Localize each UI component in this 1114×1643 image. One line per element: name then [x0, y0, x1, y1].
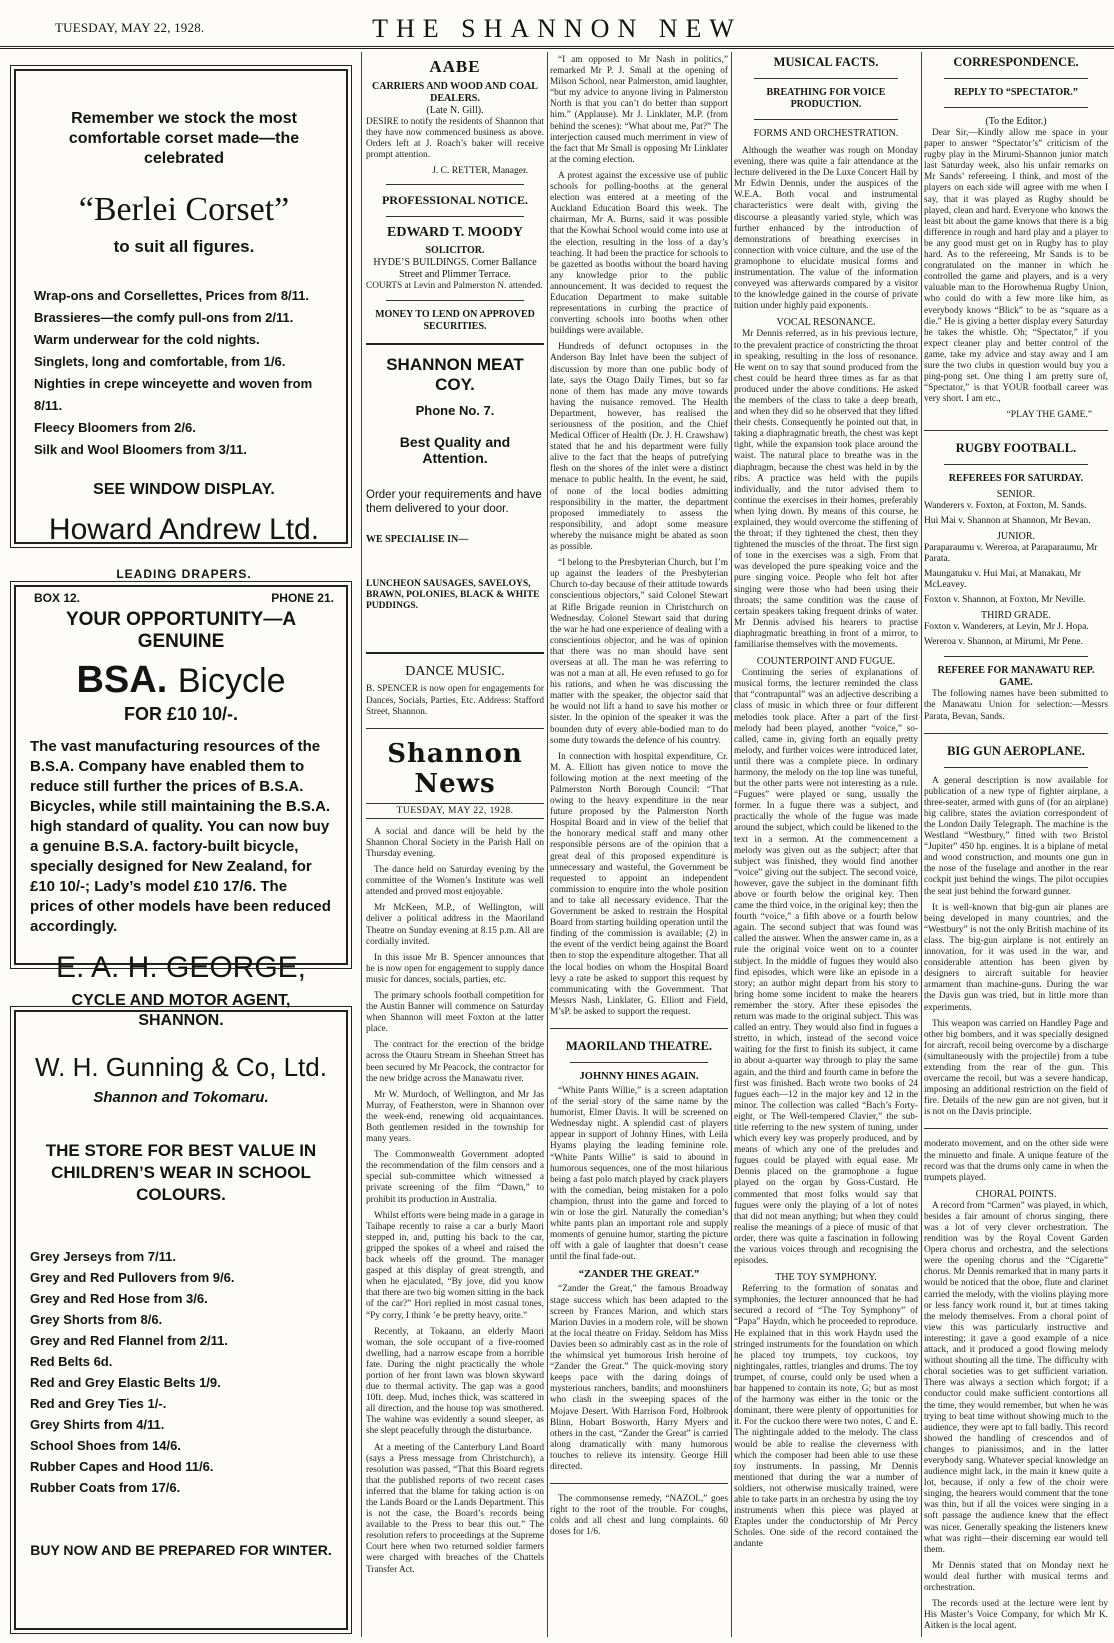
zander-heading: “ZANDER THE GREAT.” [578, 1269, 700, 1281]
divider [366, 728, 544, 729]
list-item: Warm underwear for the cold nights. [34, 332, 260, 347]
news-paragraph: The contract for the erection of the bridge across the Otauru Stream in Sheehan Street has been secured by Mr Peacock, the contractor for the new bridge across the Manawatu river. [366, 1040, 544, 1084]
news-paragraph: The Commonwealth Government adopted the recommendation of the film censors and a special sub-committee which witnessed a private screening of the film “Dawn,” to prohibit its production in Australia. [366, 1150, 544, 1205]
dance-music-body: B. SPENCER is now open for engagements for Dances, Socials, Parties, Etc. Address: Stafford Street, Shannon. [366, 684, 544, 717]
news-paragraph: “I am opposed to Mr Nash in politics,” remarked Mr P. J. Small at the opening of Milson School, near Palmerston, amid laughter, “but my advice to anyone living in Palmerston North is that you can’t do better than support him.” (Applause). Mr J. Linklater, M.P. (from behind the scenes): “What about me, Pat?” The interjection caused much merriment in view of the fact that Mr Small is opposing Mr Linklater at the coming election. [550, 55, 728, 165]
agent-name: E. A. H. GEORGE, [55, 951, 307, 984]
article-paragraph: Although the weather was rough on Monday evening, there was quite a fair attendance at the lecture delivered in the De Luxe Concert Hall by Mr Edwin Dennis, under the auspices of the W.E.A. Both vocal and instrumental characteristics were dealt with, giving the discourse a pleasantly varied style, which was further enhanced by the introduction of demonstrations of breathing exercises in connection with voice culture, and the use of the gramophone to elucidate musical forms and instrumentation. The value of the information conveyed was afterwards compared by a visitor to the knowledge gained in the course of private tuition under highly paid exponents. [734, 146, 918, 312]
news-paragraph: “I belong to the Presbyterian Church, but I’m up against the leaders of the Presbyterian Church to-day because of their attitude towards conscientious objectors,” said Colonel Stewart at Rifle Brigade reunion in Christchurch on Wednesday. Colonel Stewart said that during the war he had one experience of dealing with a conscientious objector, and he was of opinion that there was no man should have sent overseas at all. The man he was referring to was not a man at all. He even refused to go for his rations, and when he was discussing the matter with the speaker, the objector said that he would not lift a hand to save his mother or sister. In the opinion of the speaker it was the bounden duty of every able-bodied man to do some duty towards the defence of his country. [550, 558, 728, 746]
corset-price-list [34, 285, 334, 461]
rep-referee-body: The following names have been submitted to the Manawatu Union for selection:—Messrs Parata, Bevan, Sands. [924, 689, 1108, 722]
article-paragraph: The records used at the lecture were lent by His Master’s Voice Company, for which Mr K. Aitken is the local agent. [924, 1599, 1108, 1632]
rep-referee-heading: REFEREE FOR MANAWATU REP. GAME. [937, 665, 1095, 689]
bsa-product: Bicycle [177, 662, 286, 700]
aabe-signature: J. C. RETTER, Manager. [432, 166, 528, 177]
section-heading: VOCAL RESONANCE. [776, 317, 876, 329]
buy-now-slogan: BUY NOW AND BE PREPARED FOR WINTER. [30, 1542, 332, 1558]
letter-signature: “PLAY THE GAME.” [1006, 410, 1092, 421]
news-paragraph: A protest against the excessive use of public schools for polling-booths at the general election was entered at a meeting of the Auckland Education Board this week. The chairman, Mr A. Burns, said it was possible that the Kowhai School would come into use at the election, resulting in the loss of a day’s teaching. It had been the practice for schools to be gazetted as booths without the board having any knowledge prior to the public announcement. It was decided to request the Education Department to make suitable representations in curbing the practice of converting schools into booths when other buildings were available. [550, 170, 728, 337]
list-item: Grey Shirts from 4/11. [30, 1417, 165, 1432]
bsa-body: The vast manufacturing resources of the B.S.A. Company have enabled them to reduce still further the prices of B.S.A. Bicycles, while still maintaining the B.S.A. high standard of quality. You can now buy a genuine B.S.A. factory-built bicycle, specially designed for New Zealand, for £10 10/-; Lady’s model £10 17/6. The prices of other models have been reduced accordingly. [30, 738, 331, 935]
column-divider [921, 52, 922, 1637]
divider [386, 216, 524, 217]
store-slogan: THE STORE FOR BEST VALUE IN CHILDREN’S WEAR IN SCHOOL COLOURS. [45, 1141, 317, 1204]
gunning-advert [14, 1010, 348, 1630]
rugby-heading: RUGBY FOOTBALL. [955, 441, 1077, 456]
divider [386, 184, 524, 185]
agent-town: SHANNON. [138, 1012, 224, 1029]
meat-phone: Phone No. 7. [415, 403, 495, 419]
fixture-line: Hui Mai v. Shannon at Shannon, Mr Bevan. [924, 516, 1091, 527]
referees-heading: REFEREES FOR SATURDAY. [948, 473, 1084, 485]
grade-heading: JUNIOR. [996, 531, 1036, 543]
solicitor-address: HYDE’S BUILDINGS. Corner Ballance Street and Plimmer Terrace. [373, 257, 537, 281]
aeroplane-heading: BIG GUN AEROPLANE. [947, 743, 1085, 758]
news-paragraph: Mr W. Murdoch, of Wellington, and Mr Jas Murray, of Featherston, were in Shannon over the week-end, renewing old acquaintances. Both gentlemen resided in the township for many years. [366, 1089, 544, 1145]
article-paragraph: Referring to the formation of sonatas and symphonies, the lecturer announced that he had secured a record of “The Toy Symphony” of “Papa” Haydn, which he proceeded to reproduce. He explained that in this work Haydn used the stringed instruments for the foundation on which he placed toy trumpets, toy cuckoos, toy nightingales, rattles, triangles and drums. The toy trumpet, of course, could only be used when a bar happened to contain its note, G; but as most of the harmony was either in the tonic or the dominant, there were plenty of opportunities for it. For the cuckoo there were two notes, C and E. The nightingale added to the melody. The class would be able to realise the cleverness with which the composer had been able to use these toy instruments. In passing, Mr Dennis mentioned that during the war a number of soldiers, not otherwise musically trained, were able to take parts in an orchestra by using the toy instruments when this piece was played at Etaples under the conductorship of Mr Percy Scholes. One side of the record contained the andante [734, 1284, 918, 1550]
article-paragraph: A record from “Carmen” was played, in which, besides a fair amount of chorus singing, there was a lot of very clever orchestration. The rendition was by the Royal Covent Garden Opera chorus and orchestra, and the selections were the opening chorus and the “Cigarette” chorus. Mr Dennis remarked that in many parts it would be noticed that the oboe, flute and clarinet carried the melody, with the violins playing more or less fancy work round it, but at times taking the melody themselves. From a choral point of view this was particularly instructive and interesting; it gave a good example of a nice attack, and it produced a good flowing melody without shouting all the time. The difficulty with choral societies was to get sufficient variation. There was always a section which forgot; if a conductor could make sufficient contortions all the time, they would remember, but when he was trying to beat time without showing much to the audience, they were apt to fall badly. This record showed the handling of crescendos and of changes to pianissimos, and in the latter everybody sang. Whatever special knowledge an audience might lack, in the main it knew quite a lot, because, if only a few of the choir were singing, the hearers would comment that the tone was thin, but if all the voices were singing in a soft passage the audience knew that the effect was nicer. Generally speaking the listeners knew what was right—their discerning ear would tell them. [924, 1200, 1108, 1555]
reply-heading: REPLY TO “SPECTATOR.” [954, 87, 1078, 98]
divider [924, 1128, 1108, 1129]
money-to-lend: MONEY TO LEND ON APPROVED SECURITIES. [375, 309, 535, 333]
divider [944, 767, 1088, 768]
column-5 [924, 55, 1108, 1640]
section-heading: COUNTERPOINT AND FUGUE. [756, 656, 896, 668]
news-paragraph: In this issue Mr B. Spencer announces that he is now open for engagement to supply dance music for dances, socials, parties, etc. [366, 952, 544, 985]
news-paragraph: A social and dance will be held by the Shannon Choral Society in the Parish Hall on Thursday evening. [366, 826, 544, 859]
masthead [0, 0, 1114, 47]
article-paragraph: It is well-known that big-gun air planes are being developed in many countries, and the “Westbury” is not the only British machine of its class. The big-gun airplane is not entirely an innovation, for it was used in the war, and considerable attention has been given by designers to aircraft suitable for heavier armament than machine-guns. During the war the Davis gun was tried, but in little more than experiments. [924, 902, 1108, 1013]
firm-towns: Shannon and Tokomaru. [93, 1089, 269, 1106]
column-2 [366, 55, 544, 1640]
aabe-subheading: CARRIERS AND WOOD AND COAL DEALERS. [372, 81, 538, 104]
grade-heading: THIRD GRADE. [981, 610, 1051, 622]
phone-number: PHONE 21. [271, 591, 334, 605]
article-paragraph: Continuing the series of explanations of musical forms, the lecturer reminded the class that “contrapuntal” was an adjective describing a class of music in which three or four different melodies took place. After a part of the first melody had been played, another “voice,” so-called, came in, giving forth an equally pretty melody, and further voices were introduced later, until there was a complete piece. In ordinary harmony, the melody on the top line was tuneful, but the other parts were not interesting as a rule. “Fugues” were played or sung, usually the former. In a fugue there was a subject, and practically the whole of the fugue was made around the subject, which could be likened to the text in a sermon. At the commencement a melody was given out as the subject; after that subject was finished, they would find another “voice” giving out the subject. The second voice, however, gave the subject in the dominant fifth above or fourth below the original key. Then came the third voice, in the original key; then the fourth “voice,” a fifth above or a fourth below again. The second subject that was found was called the answer. When the answer came in, as a rule the original voice went on to a counter subject. In the middle of fugues they would also find episodes, which were like an episode in a story; an author might depart from his story to bring home some incident to make the hearers remember the story. After these episodes the return was made to the original subject. This was called an entry. They would also find in fugues a stretto, in which, instead of the second voice waiting for the first to finish its subject, it came in about a-quarter way through to play the same again, and the third and fourth came in before the first was finished. Bach wrote two books of 24 fugues each—12 in the major key and 12 in the minor. The collection was called “Bach’s Forty-eight, or The Well-tempered Clavier,” the sub-title referring to the new system of tuning, under which every key was properly produced, and by means of which any one of the preludes and fugues could be played with equal ease. Mr Dennis placed on the gramophone a fugue played on the organ by Goss-Custard. He commented that most folks would say that fugues were only the playing of a lot of notes that did not mean anything; but when they could realise the meanings of a piece of music of that order, there was quite a fascination in following the various voices through and recognising the episodes. [734, 668, 918, 1267]
paper-nameplate: Shannon News [387, 738, 523, 799]
divider [366, 343, 544, 345]
list-item: Red and Grey Ties 1/-. [30, 1396, 167, 1411]
fixture-line: Wereroa v. Shannon, at Mirumi, Mr Pene. [924, 637, 1084, 648]
list-item: Rubber Coats from 17/6. [30, 1480, 181, 1495]
letter-body: Dear Sir,—Kindly allow me space in your paper to answer “Spectator’s” criticism of the rugby play in the Mirumi-Shannon junior match last Saturday week, also his unfair remarks on Mr Sands’ refereeing. I think, and most of the players on each side will agree with me when I say, that it was played as Rugby should be played, clean and hard. Everyone who knows the least bit about the game knows that there is a big difference in rough and hard play and a player to be any good must get on in Rugby has to play hard. As to the refereeing, Mr Sands is to be congratulated on the manner in which he controlled the game and players, and is a very valuable man to the Horowhenua Rugby Union, who could do with a few more like him, as everybody knows “Blick” to be as “square as a die.” He is giving a better display every Saturday he takes the whistle. Oh; “Spectator,” if you expect cleaner play and better control of the game, take my advice and stay away and I am sure the two clubs in question would buy you a ping-pong set. One thing I am pretty sure of, “Spectator,” is that YOUR football career was very short. I am etc., [924, 128, 1108, 405]
corset-advert [14, 69, 348, 605]
article-paragraph: moderato movement, and on the other side were the minuetto and finale. A unique feature of the record was that the drums only came in when the trumpets played. [924, 1139, 1108, 1183]
meat-company-title: SHANNON MEAT COY. [386, 355, 524, 395]
list-item: School Shoes from 14/6. [30, 1438, 181, 1453]
musical-facts-heading: MUSICAL FACTS. [773, 55, 879, 69]
aabe-body: DESIRE to notify the residents of Shannon that they have now commenced business as above. Orders left at J. Roach’s baker will receive prompt attention. [366, 117, 544, 161]
list-item: Grey Jerseys from 7/11. [30, 1249, 176, 1264]
list-item: Grey Shorts from 8/6. [30, 1312, 163, 1327]
list-item: Grey and Red Hose from 3/6. [30, 1291, 208, 1306]
list-item: Fleecy Bloomers from 2/6. [34, 420, 196, 435]
fixture-line: Paraparaumu v. Wereroa, at Paraparaumu, Mr Parata. [924, 543, 1098, 565]
list-item: Nighties in crepe winceyette and woven from 8/11. [34, 376, 313, 413]
newspaper-title: THE SHANNON NEW [372, 14, 742, 43]
news-paragraph: The primary schools football competition for the Austin Banner will commence on Saturday when Shannon will meet Foxton at the latter place. [366, 990, 544, 1035]
news-paragraph: Mr McKeen, M.P., of Wellington, will deliver a political address in the Maoriland Theatre on Sunday evening at 8.15 p.m. All are cordially invited. [366, 903, 544, 947]
article-paragraph: Mr Dennis stated that on Monday next he would deal further with musical terms and orchestration. [924, 1560, 1108, 1593]
divider [944, 656, 1088, 657]
solicitor-courts: COURTS at Levin and Palmerston N. attended. [366, 281, 543, 292]
column-divider [547, 52, 548, 1637]
fixture-line: Wanderers v. Foxton, at Foxton, M. Sands. [924, 501, 1087, 512]
aabe-late: (Late N. Gill). [426, 105, 484, 116]
divider [924, 430, 1108, 431]
corset-lead: Remember we stock the most comfortable corset made—the celebrated [68, 110, 300, 167]
divider [570, 1062, 708, 1063]
window-display-note: SEE WINDOW DISPLAY. [93, 481, 275, 498]
meat-order: Order your requirements and have them delivered to your door. [366, 489, 542, 516]
meat-specialise: WE SPECIALISE IN— [366, 534, 469, 546]
list-item: Red and Grey Elastic Belts 1/9. [30, 1375, 221, 1390]
fixture-line: Foxton v. Wanderers, at Levin, Mr J. Hopa. [924, 622, 1089, 633]
corset-tagline: to suit all figures. [113, 237, 255, 256]
divider [386, 300, 524, 301]
section-heading: CHORAL POINTS. [975, 1188, 1057, 1200]
firm-name: Howard Andrew Ltd. [48, 513, 320, 546]
to-editor: (To the Editor.) [985, 116, 1047, 127]
list-item: Silk and Wool Bloomers from 3/11. [34, 442, 247, 457]
column-divider [361, 52, 362, 1637]
theatre-paragraph: “White Pants Willie,” is a screen adaptation of the serial story of the same name by the humorist, Elmer Davis. It will be screened on Wednesday night. A splendid cast of players appear in support of Johnny Hines, with Leila Hyams playing the leading feminine role. “White Pants Willie” is said to abound in humorous sequences, one of the most hilarious being a fast polo match played by crack players with the comedian, being mistaken for a polo champion, thrust into the game and forced to win or lose the girl. Naturally the comedian’s white pants plan an important role and supply moments of genuine humor, starting the picture off with a gale of laughter that doesn’t cease until the final fade-out. [550, 1085, 728, 1263]
nazol-notice: The commonsense remedy, “NAZOL,” goes right to the root of the trouble. For coughs, colds and all chest and lung complaints. 60 doses for 1/6. [550, 1494, 728, 1538]
firm-name: W. H. Gunning & Co, Ltd. [35, 1052, 327, 1082]
list-item: Grey and Red Pullovers from 9/6. [30, 1270, 235, 1285]
bsa-headline: YOUR OPPORTUNITY—A GENUINE [65, 609, 297, 652]
forms-subheading: FORMS AND ORCHESTRATION. [753, 128, 899, 139]
divider [754, 78, 898, 79]
news-paragraph: Hundreds of defunct octopuses in the Anderson Bay Inlet have been the subject of discussion by more than one public body of late, says the Otago Daily Times, but so far none of them has made any move towards having the nuisance removed. The Health Department, however, has realised the seriousness of the position, and the Chief Medical Officer of Health (Dr. J. H. Crawshaw) stated that he and his department were fully alive to the fact that the heaps of putrefying flesh on the shores of the inlet were a distinct menace to public health. In the event, he said, of none of the local bodies admitting responsibility in the matter, the department proposed immediately to assess the responsibility, and adopt some measure whereby the nuisance might be abated as soon as possible. [550, 342, 728, 553]
po-box: BOX 12. [34, 591, 81, 605]
issue-date: TUESDAY, MAY 22, 1928. [55, 20, 205, 35]
advert-column [6, 55, 358, 1640]
fixture-line: Foxton v. Shannon, at Foxton, Mr Neville. [924, 595, 1086, 606]
column-3 [550, 55, 728, 1640]
divider [944, 78, 1088, 79]
bsa-brand-name: BSA. [76, 659, 168, 701]
divider [550, 1028, 728, 1029]
professional-notice-heading: PROFESSIONAL NOTICE. [381, 193, 529, 208]
column-4 [734, 55, 918, 1640]
list-item: Red Belts 6d. [30, 1354, 113, 1369]
divider [944, 464, 1088, 465]
correspondence-heading: CORRESPONDENCE. [953, 55, 1079, 69]
news-paragraph: The dance held on Saturday evening by the committee of the Women’s Institute was well attended and proved most enjoyable. [366, 865, 544, 898]
article-paragraph: This weapon was carried on Handley Page and other big bombers, and it was specially designed for aircraft, recoil being overcome by a discharge (simultaneously with the projectile) from a tube extending from the rear of the gun. This overcame the recoil, but was a severe handicap, imposing an additional restriction on the field of fire. Details of the new gun are not given, but it is not on the Davis principle. [924, 1018, 1108, 1118]
theatre-heading: MAORILAND THEATRE. [565, 1038, 713, 1053]
meat-products: LUNCHEON SAUSAGES, SAVELOYS, BRAWN, POLONIES, BLACK & WHITE PUDDINGS. [366, 579, 540, 612]
firm-descriptor: LEADING DRAPERS. [116, 567, 252, 581]
divider [550, 1483, 728, 1484]
aabe-heading: AABE [429, 57, 481, 76]
theatre-paragraph: “Zander the Great,” the famous Broadway stage success which has been adapted to the screen by Frances Marion, and which stars Marion Davies in a modern role, will be shown at the local theatre on Friday. Seldom has Miss Davies been so admirably cast as in the role of the whimsical yet humorous Irish heroine of “Zander the Great.” The quick-moving story keeps pace with the daring doings of mysterious ranchers, bandits, and moonshiners who clash in the sweeping spaces of the Mojave Desert. With Harrison Ford, Holbrook Blinn, Hobart Bosworth, Harry Myers and others in the cast, “Zander the Great” is carried along dramatically with many humorous touches to relieve its intensity. George Hill directed. [550, 1284, 728, 1472]
section-heading: THE TOY SYMPHONY. [775, 1272, 877, 1284]
column-divider [731, 52, 732, 1637]
divider [924, 733, 1108, 734]
meat-quality: Best Quality and Attention. [399, 434, 511, 467]
corset-brand: “Berlei Corset” [78, 191, 290, 228]
musical-facts-subheading: BREATHING FOR VOICE PRODUCTION. [766, 87, 886, 110]
dance-music-heading: DANCE MUSIC. [405, 664, 505, 680]
article-paragraph: A general description is now available for publication of a new type of fighter airplane, a three-seater, armed with guns of (for an airplane) big calibre, states the aviation correspondent of the London Daily Telegraph. The machine is the Westland “Westbury,” fitted with two Bristol “Jupiter” 450 hp. engines. It is a biplane of metal and wood construction, and mounts one gun in the nose of the fuselage and another in the rear cockpit just behind the wings. The pilot occupies the seat just behind the forward gunner. [924, 775, 1108, 897]
solicitor-title: SOLICITOR. [425, 245, 485, 257]
solicitor-name: EDWARD T. MOODY [387, 225, 523, 241]
masthead-rule [0, 48, 1114, 49]
divider [754, 119, 898, 120]
grade-heading: SENIOR. [996, 489, 1036, 501]
list-item: Brassieres—the comfy pull-ons from 2/11. [34, 310, 294, 325]
bsa-brand [30, 659, 332, 702]
list-item: Grey and Red Flannel from 2/11. [30, 1333, 228, 1348]
theatre-subheading: JOHNNY HINES AGAIN. [579, 1070, 699, 1082]
list-item: Wrap-ons and Corsellettes, Prices from 8/11. [34, 288, 310, 303]
agent-title: CYCLE AND MOTOR AGENT, [71, 992, 291, 1009]
bsa-price: FOR £10 10/-. [123, 704, 239, 724]
news-paragraph: In connection with hospital expenditure, Cr. M. A. Elliott has given notice to move the following motion at the next meeting of the Palmerston North Borough Council: “That owing to the heavy expenditure in the near future proposed by the Palmerston North Hospital Board and in view of the belief that the honorary medical staff and many other responsible persons are of the opinion that a great deal of this proposed expenditure is unnecessary and wasteful, the Government be requested to appoint an independent commission to enquire into the whole position and to take all necessary evidence. That the Government be asked to restrain the Hospital Board from starting building operation until the finding of the commission is available; (2) in the event of the verdict being against the Board then to stop the expenditure altogether. That all the local bodies on whom the Hospital Board levy a rate be asked to support this request by communicating with the Government. That Messrs Nash, Linklater, G. Elliott and Field, M’sP. be asked to support the request. [550, 751, 728, 1017]
list-item: Rubber Capes and Hood 11/6. [30, 1459, 214, 1474]
school-wear-price-list [30, 1246, 332, 1498]
article-paragraph: Mr Dennis referred, as in his previous lecture, to the prevalent practice of constricting the throat in speaking, resulting in the loss of resonance. He went on to say that sound produced from the chest could be heard three times as far as that produced under the above conditions. He asked the members of the class to take a deep breath, and when they did so he observed that they lifted their chests. Consequently he pointed out that, in taking a diaphragmatic breath, the chest was kept tight, while the expansion took place around the waist. The natural place to breathe was in the diaphragm, because the chest was held in by the ribs. A practice was held with the pupils individually, and the tutor advised them to continue the exercises in their homes, preferably when lying down. By means of this course, he explained, they would overcome the stiffening of the throat; if they tightened the chest, then they tightened the muscles of the throat. The first sign of tone in the exercises was a sigh. From that was developed the pure speaking voice and the pure singing voice. People who felt hot after singing were those who had been using their throats; the same condition was the cause of certain speakers taking frequent drinks of water. Mr Dennis advised his hearers to practise diaphragmatic breathing in front of a mirror, to familiarise themselves with the movements. [734, 329, 918, 651]
news-paragraph: At a meeting of the Canterbury Land Board (says a Press message from Christchurch), a resolution was passed, “That this Board regrets that the published reports of two recent cases inferred that the blame for taking action is on the Lands Board or the Lands Department. This is not the case, the Board’s records being available to the Press to bear this out.” The resolution refers to proceedings at the Supreme Court here when two returned soldier farmers were charged with breaches of the Chattels Transfer Act. [366, 1442, 544, 1575]
news-paragraph: Whilst efforts were being made in a garage in Taihape recently to raise a car a burly Maori stepped in, and, putting his back to the car, gripped the spokes of a wheel and raised the back wheels off the ground. The manager gasped at this display of great strength, and when he ejaculated, “By jove, did you know that there are two big women sitting in the back of the car?” Hori replied in most casual tones, “Py corry, I think ’e be pretty heavy, orite.” [366, 1210, 544, 1321]
fixture-line: Maungatuku v. Hui Mai, at Manakau, Mr McLeavey. [924, 569, 1081, 591]
list-item: Singlets, long and comfortable, from 1/6. [34, 354, 286, 369]
divider [366, 652, 544, 654]
news-paragraph: Recently, at Tokaanu, an elderly Maori woman, the sole occupant of a five-roomed dwelling, had a narrow escape from a horrible fate. During the night practically the whole portion of her front lawn was blown skyward due to thermal activity. The gap was a good 10ft. deep. Mud, inches thick, was scattered in all direction, and the house top was smothered. The wahine was evidently a sound sleeper, as she slept peacefully through the disturbance. [366, 1326, 544, 1437]
divider [944, 107, 1088, 108]
paper-dateline: TUESDAY, MAY 22, 1928. [366, 803, 544, 819]
bsa-bicycle-advert [14, 585, 348, 1029]
